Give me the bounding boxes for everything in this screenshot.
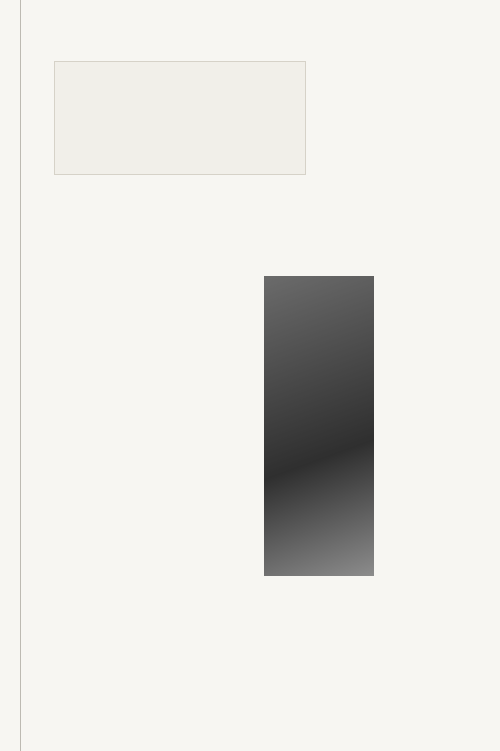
intro-box [54,61,306,175]
body-column-4 [384,306,500,738]
author-photo [264,276,374,576]
side-rail [0,0,21,751]
article [24,6,494,746]
body-column-2 [152,188,270,738]
body-column-1 [24,188,142,738]
